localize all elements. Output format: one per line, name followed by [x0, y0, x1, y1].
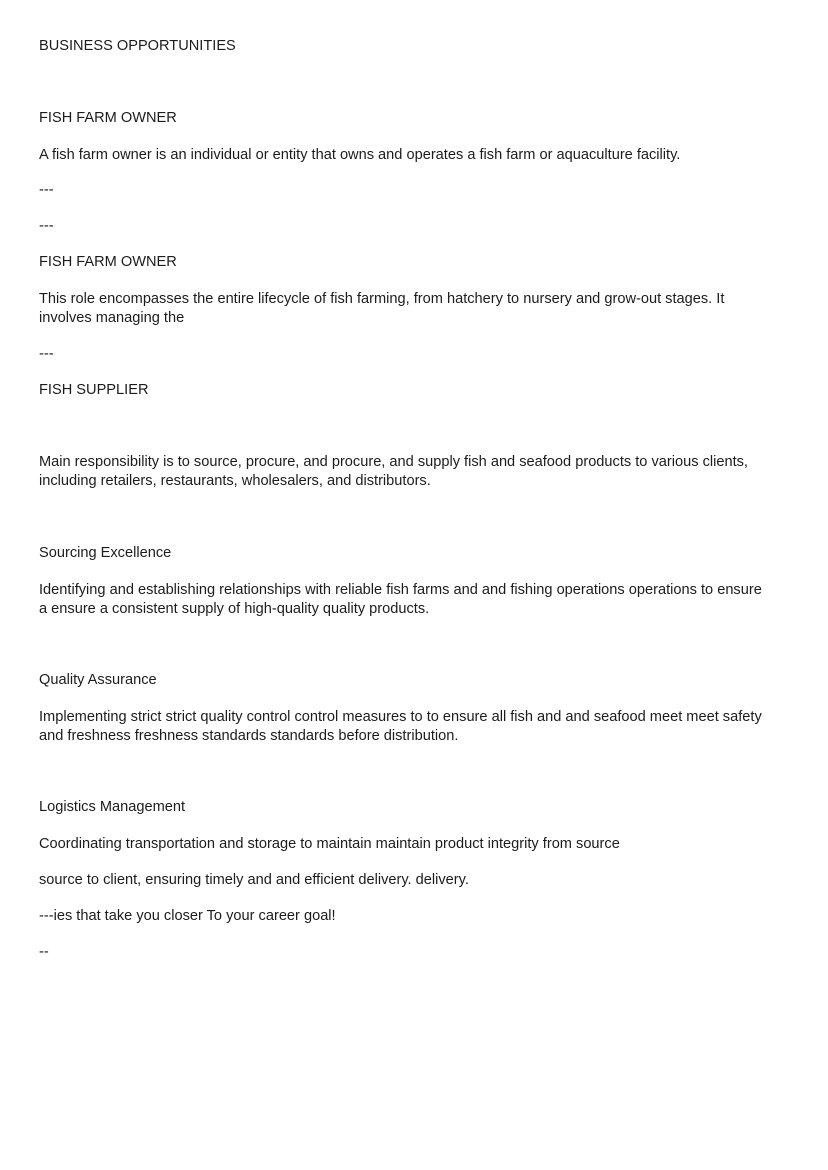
closing-line: ---ies that take you closer To your career goal!: [39, 908, 336, 924]
separator: ---: [39, 182, 54, 198]
section-body-sourcing-excellence: Identifying and establishing relationships with reliable fish farms and and fishing operations operations to ensure a ensure a consistent supply of high-quality quality products.: [39, 582, 762, 617]
separator: ---: [39, 346, 54, 362]
final-mark: --: [39, 944, 49, 960]
section-heading-fish-farm-owner: FISH FARM OWNER: [39, 110, 177, 126]
section-body-quality-assurance: Implementing strict strict quality control control measures to to ensure all fish and and seafood meet meet safety and freshness freshness standards standards before distribution.: [39, 709, 762, 744]
section-body-logistics-line-2: source to client, ensuring timely and and efficient delivery. delivery.: [39, 872, 469, 888]
section-heading-sourcing-excellence: Sourcing Excellence: [39, 545, 172, 561]
section-heading-fish-supplier: FISH SUPPLIER: [39, 382, 149, 398]
section-body-fish-farm-owner-2: This role encompasses the entire lifecycle of fish farming, from hatchery to nursery and grow-out stages. It involves managing the: [39, 291, 725, 326]
section-body-fish-supplier: Main responsibility is to source, procure, and procure, and supply fish and seafood products to various clients, including retailers, restaurants, wholesalers, and distributors.: [39, 454, 748, 489]
section-body-fish-farm-owner: A fish farm owner is an individual or entity that owns and operates a fish farm or aquaculture facility.: [39, 147, 681, 163]
separator: ---: [39, 218, 54, 234]
section-heading-quality-assurance: Quality Assurance: [39, 672, 157, 688]
section-heading-fish-farm-owner-2: FISH FARM OWNER: [39, 254, 177, 270]
section-body-logistics-line-1: Coordinating transportation and storage to maintain maintain product integrity from source: [39, 836, 620, 852]
section-heading-logistics-management: Logistics Management: [39, 799, 186, 815]
document-title: BUSINESS OPPORTUNITIES: [39, 38, 236, 54]
